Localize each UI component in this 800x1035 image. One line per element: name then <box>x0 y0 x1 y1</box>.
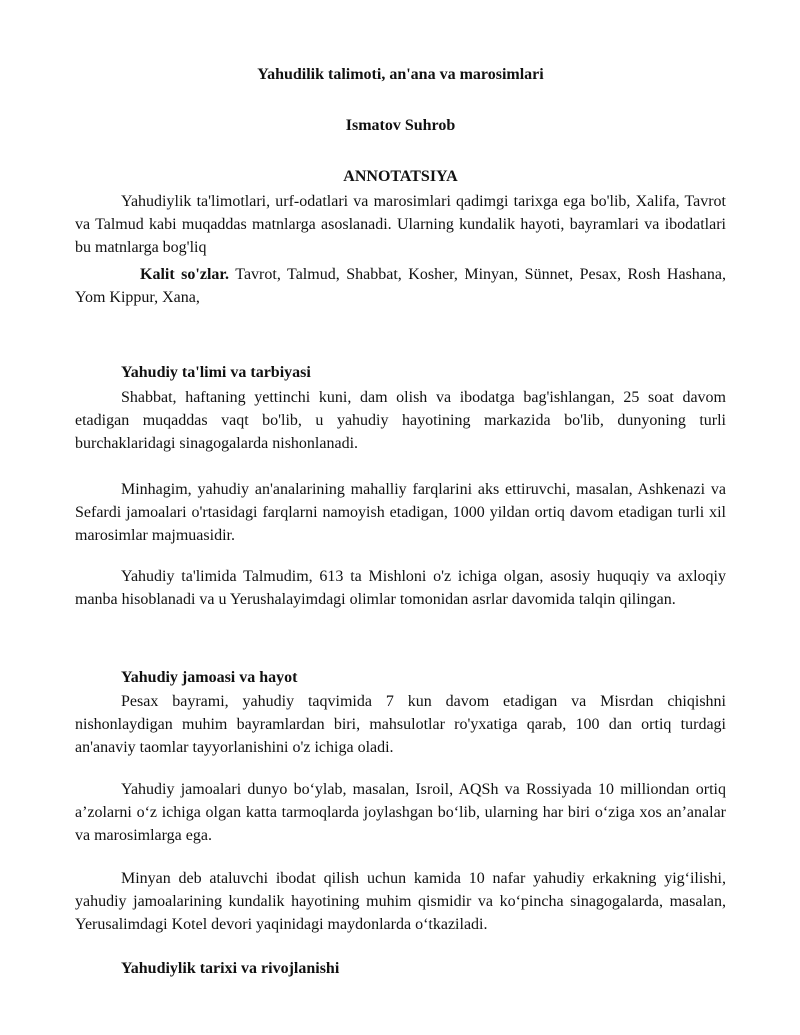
keywords-paragraph <box>75 263 726 309</box>
body-paragraph: Minhagim, yahudiy an'analarining mahalliy farqlarini aks ettiruvchi, masalan, Ashkenazi va Sefardi jamoalari o'rtasidagi farqlarni namoyish etadigan, 1000 yildan ortiq davom etadigan turli xil marosimlar majmuasidir. <box>75 481 726 544</box>
section-heading: Yahudiy jamoasi va hayot <box>121 669 298 686</box>
document-title: Yahudilik talimoti, an'ana va marosimlari <box>257 66 544 83</box>
body-paragraph: Yahudiy jamoalari dunyo bo‘ylab, masalan, Isroil, AQSh va Rossiyada 10 milliondan ortiq a’zolarni o‘z ichiga olgan katta tarmoqlarda joylashgan bo‘lib, ularning har biri o‘ziga xos an’analar va marosimlarga ega. <box>75 781 726 844</box>
annotation-heading: ANNOTATSIYA <box>343 168 458 185</box>
section-heading: Yahudiy ta'limi va tarbiyasi <box>121 364 311 381</box>
keywords-text: Tavrot, Talmud, Shabbat, Kosher, Minyan, Sünnet, Pesax, Rosh Hashana, Yom Kippur, Xana, <box>75 266 726 306</box>
body-paragraph: Pesax bayrami, yahudiy taqvimida 7 kun davom etadigan va Misrdan chiqishni nishonlaydigan muhim bayramlardan biri, mahsulotlar ro'yxatiga qarab, 100 dan ortiq turdagi an'anaviy taomlar tayyorlanishini o'z ichiga oladi. <box>75 693 726 756</box>
body-paragraph: Shabbat, haftaning yettinchi kuni, dam olish va ibodatga bag'ishlangan, 25 soat davom etadigan muqaddas vaqt bo'lib, u yahudiy hayotining markazida bo'lib, dunyoning turli burchaklaridagi sinagogalarda nishonlanadi. <box>75 389 726 452</box>
section-heading: Yahudiylik tarixi va rivojlanishi <box>121 960 340 977</box>
body-paragraph: Yahudiy ta'limida Talmudim, 613 ta Mishloni o'z ichiga olgan, asosiy huquqiy va axloqiy manba hisoblanadi va u Yerushalayimdagi olimlar tomonidan asrlar davomida talqin qilingan. <box>75 568 726 608</box>
author-name: Ismatov Suhrob <box>345 117 456 134</box>
keywords-label: Kalit so'zlar. <box>140 266 230 283</box>
annotation-paragraph: Yahudiylik ta'limotlari, urf-odatlari va marosimlari qadimgi tarixga ega bo'lib, Xalifa, Tavrot va Talmud kabi muqaddas matnlarga asoslanadi. Ularning kundalik hayoti, bayramlari va ibodatlari bu matnlarga bog'liq <box>75 193 726 256</box>
body-paragraph: Minyan deb ataluvchi ibodat qilish uchun kamida 10 nafar yahudiy erkakning yig‘ilishi, yahudiy jamoalarining kundalik hayotining muhim qismidir va ko‘pincha sinagogalarda, masalan, Yerusalimdagi Kotel devori yaqinidagi maydonlarda o‘tkaziladi. <box>75 870 726 933</box>
